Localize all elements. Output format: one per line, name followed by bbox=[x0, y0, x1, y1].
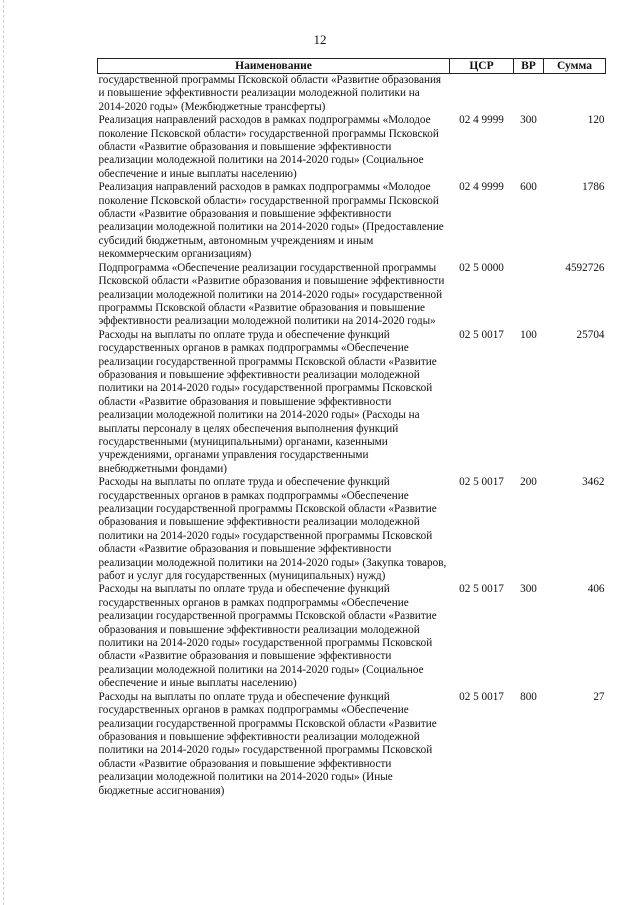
row-csr bbox=[450, 74, 514, 115]
header-vr: ВР bbox=[514, 59, 544, 74]
row-name: Реализация направлений расходов в рамках подпрограммы «Молодое поколение Псковской области» государственной программы Псковской области «Развитие образования и повышение эффективности реализации молодежной политики на 2014-2020 годы» (Предоставление субсидий бюджетным, автономным учреждениям и иным некоммерческим организациям) bbox=[98, 181, 444, 261]
row-name: Расходы на выплаты по оплате труда и обеспечение функций государственных органов в рамках подпрограммы «Обеспечение реализации государственной программы Псковской области «Развитие образования и повышение эффективности реализации молодежной политики на 2014-2020 годы» государственной программы Псковской области «Развитие образования и повышение эффективности реализации молодежной политики на 2014-2020 годы» (Иные бюджетные ассигнования) bbox=[98, 690, 437, 797]
row-csr: 02 5 0017 bbox=[459, 690, 504, 703]
row-sum: 1786 bbox=[582, 181, 605, 194]
row-vr: 200 bbox=[520, 476, 537, 489]
table-row bbox=[98, 181, 606, 261]
table-row bbox=[98, 329, 606, 476]
row-name: Расходы на выплаты по оплате труда и обеспечение функций государственных органов в рамках подпрограммы «Обеспечение реализации государственной программы Псковской области «Развитие образования и повышение эффективности реализации молодежной политики на 2014-2020 годы» государственной программы Псковской области «Развитие образования и повышение эффективности реализации молодежной политики на 2014-2020 годы» (Расходы на выплаты персоналу в целях обеспечения выполнения функций государственными (муниципальными) органами, казенными учреждениями, органами управления государственными внебюджетными фондами) bbox=[98, 328, 437, 475]
table-row bbox=[98, 691, 606, 798]
table-row bbox=[98, 114, 606, 181]
row-sum: 120 bbox=[587, 114, 605, 127]
table-row bbox=[98, 583, 606, 690]
row-vr: 100 bbox=[520, 328, 537, 341]
row-sum bbox=[544, 74, 606, 115]
row-vr: 300 bbox=[520, 583, 537, 596]
row-sum: 27 bbox=[593, 690, 605, 703]
page-number: 12 bbox=[313, 32, 327, 47]
row-name: Расходы на выплаты по оплате труда и обеспечение функций государственных органов в рамках подпрограммы «Обеспечение реализации государственной программы Псковской области «Развитие образования и повышение эффективности реализации молодежной политики на 2014-2020 годы» государственной программы Псковской области «Развитие образования и повышение эффективности реализации молодежной политики на 2014-2020 годы» (Закупка товаров, работ и услуг для государственных (муниципальных) нужд) bbox=[98, 476, 447, 583]
row-sum: 4592726 bbox=[565, 261, 605, 274]
header-name: Наименование bbox=[98, 59, 450, 74]
row-name: Подпрограмма «Обеспечение реализации государственной программы Псковской области «Развитие образования и повышение эффективности реализации молодежной политики на 2014-2020 годы» государственной программы Псковской области «Развитие образования и повышение эффективности реализации молодежной политики на 2014-2020 годы» bbox=[98, 261, 445, 328]
row-csr: 02 4 9999 bbox=[459, 181, 504, 194]
row-sum: 406 bbox=[587, 583, 605, 596]
row-name: Реализация направлений расходов в рамках подпрограммы «Молодое поколение Псковской области» государственной программы Псковской области «Развитие образования и повышение эффективности реализации молодежной политики на 2014-2020 годы» (Социальное обеспечение и иные выплаты населению) bbox=[98, 114, 439, 180]
table-header-row bbox=[98, 59, 606, 74]
row-vr bbox=[514, 262, 544, 329]
row-csr: 02 5 0017 bbox=[459, 583, 504, 596]
row-sum: 3462 bbox=[582, 476, 605, 489]
row-vr: 300 bbox=[520, 114, 537, 127]
table-row bbox=[98, 262, 606, 329]
row-name: государственной программы Псковской области «Развитие образования и повышение эффективности реализации молодежной политики на 2014-2020 годы» (Межбюджетные трансферты) bbox=[98, 74, 442, 113]
row-sum: 25704 bbox=[576, 328, 605, 341]
row-csr: 02 5 0000 bbox=[459, 261, 504, 274]
row-vr bbox=[514, 74, 544, 115]
row-vr: 600 bbox=[520, 181, 537, 194]
row-csr: 02 5 0017 bbox=[459, 476, 504, 489]
header-csr: ЦСР bbox=[450, 59, 514, 74]
row-vr: 800 bbox=[520, 690, 537, 703]
table-row bbox=[98, 476, 606, 583]
table-row bbox=[98, 74, 606, 115]
scan-edge-line bbox=[3, 0, 5, 905]
row-csr: 02 5 0017 bbox=[459, 328, 504, 341]
header-sum: Сумма bbox=[544, 59, 606, 74]
budget-table bbox=[97, 58, 606, 798]
row-csr: 02 4 9999 bbox=[459, 114, 504, 127]
row-name: Расходы на выплаты по оплате труда и обеспечение функций государственных органов в рамках подпрограммы «Обеспечение реализации государственной программы Псковской области «Развитие образования и повышение эффективности реализации молодежной политики на 2014-2020 годы» государственной программы Псковской области «Развитие образования и повышение эффективности реализации молодежной политики на 2014-2020 годы» (Социальное обеспечение и иные выплаты населению) bbox=[98, 583, 437, 690]
